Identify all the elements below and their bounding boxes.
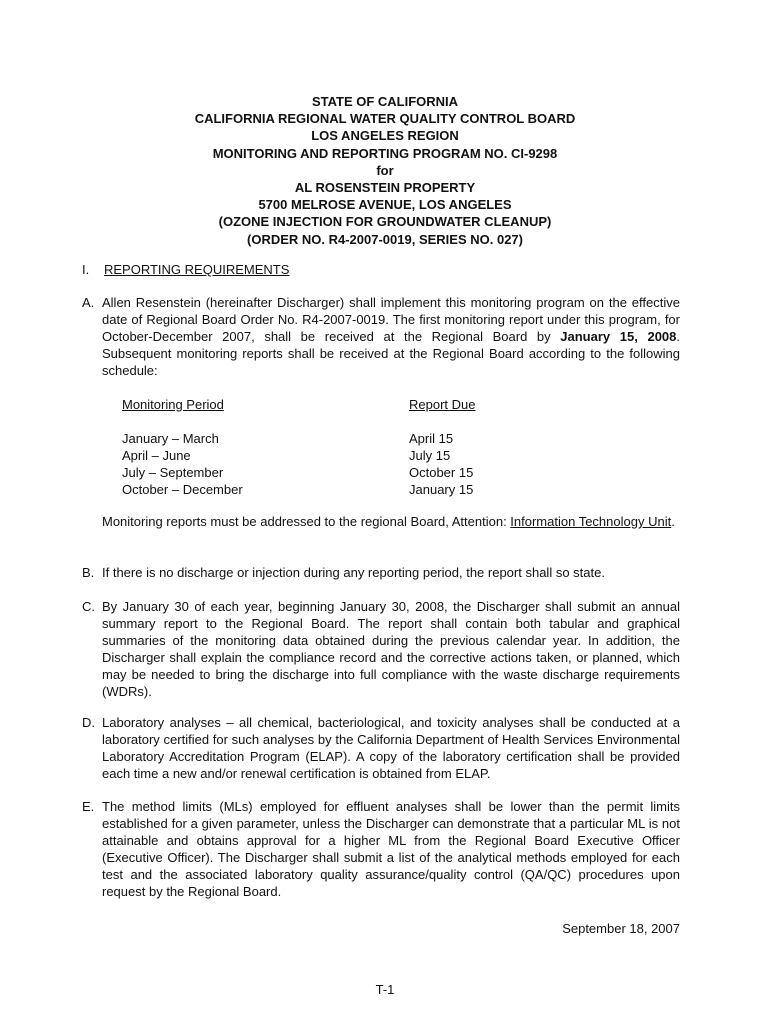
item-b-letter: B. <box>82 565 95 580</box>
schedule-header-row <box>122 396 522 413</box>
item-d-letter: D. <box>82 715 95 730</box>
header-line-property: AL ROSENSTEIN PROPERTY <box>294 180 476 196</box>
note-text: Monitoring reports must be addressed to the regional Board, Attention: <box>102 514 511 529</box>
document-date: September 18, 2007 <box>562 921 680 936</box>
header-line-for: for <box>376 162 394 178</box>
header-line-program: MONITORING AND REPORTING PROGRAM NO. CI-9298 <box>212 145 558 161</box>
item-c <box>82 598 680 700</box>
item-c-letter: C. <box>82 599 95 614</box>
item-a-due-date: January 15, 2008 <box>560 329 677 344</box>
schedule-header-period: Monitoring Period <box>122 397 224 412</box>
item-d <box>82 714 680 782</box>
item-a-text-2: . Subsequent monitoring reports shall be received at the Regional Board according to the following schedule: <box>102 329 681 378</box>
schedule-row <box>122 481 522 498</box>
header-line-address: 5700 MELROSE AVENUE, LOS ANGELES <box>258 197 512 213</box>
schedule-due: October 15 <box>409 465 474 480</box>
header-line-state: STATE OF CALIFORNIA <box>311 94 459 109</box>
schedule-period: October – December <box>122 482 243 497</box>
section-title: REPORTING REQUIREMENTS <box>104 262 290 277</box>
report-address-note <box>102 513 680 530</box>
item-e-text: The method limits (MLs) employed for effluent analyses shall be lower than the permit limits established for a given parameter, unless the Discharger can demonstrate that a particular ML is not attainable and obtains approval for a higher ML from the Regional Board Executive Officer (Executive Officer). The Discharger shall submit a list of the analytical methods employed for each test and the associated laboratory quality assurance/quality control (QA/QC) procedures upon request by the Regional Board. <box>102 799 680 899</box>
item-b <box>82 564 680 581</box>
schedule-header-due: Report Due <box>409 397 476 412</box>
page-number: T-1 <box>375 982 395 997</box>
item-a-text <box>102 294 680 379</box>
section-number: I. <box>82 262 90 277</box>
item-a <box>82 294 680 379</box>
note-attention-unit: Information Technology Unit <box>510 514 672 529</box>
note-end: . <box>671 514 675 529</box>
item-a-text-1: Allen Resenstein (hereinafter Discharger) shall implement this monitoring program on the effective date of Regional Board Order No. R4-2007-0019. The first monitoring report under this program, for October-December 2007, shall be received at the Regional Board by <box>102 295 680 344</box>
schedule-period: January – March <box>122 431 219 446</box>
header-line-board: CALIFORNIA REGIONAL WATER QUALITY CONTROL BOARD <box>194 111 576 127</box>
item-d-text: Laboratory analyses – all chemical, bacteriological, and toxicity analyses shall be conducted at a laboratory certified for such analyses by the California Department of Health Services Environmental Laboratory Accreditation Program (ELAP). A copy of the laboratory certification shall be provided each time a new and/or renewal certification is obtained from ELAP. <box>102 715 680 781</box>
schedule-due: April 15 <box>409 431 454 446</box>
item-a-letter: A. <box>82 295 95 310</box>
item-c-text: By January 30 of each year, beginning January 30, 2008, the Discharger shall submit an annual summary report to the Regional Board. The report shall contain both tabular and graphical summaries of the monitoring data obtained during the previous calendar year. In addition, the Discharger shall explain the compliance record and the corrective actions taken, or planned, which may be needed to bring the discharge into full compliance with the waste discharge requirements (WDRs). <box>102 599 680 699</box>
schedule-period: April – June <box>122 448 191 463</box>
item-e-letter: E. <box>82 799 95 814</box>
item-b-text: If there is no discharge or injection during any reporting period, the report shall so state. <box>102 565 605 580</box>
item-e <box>82 798 680 900</box>
header-line-order: (ORDER NO. R4-2007-0019, SERIES NO. 027) <box>247 231 523 247</box>
schedule-row <box>122 430 522 447</box>
header-line-region: LOS ANGELES REGION <box>311 128 459 144</box>
header-line-purpose: (OZONE INJECTION FOR GROUNDWATER CLEANUP) <box>218 214 552 230</box>
schedule-due: January 15 <box>409 482 474 497</box>
section-heading <box>82 261 289 278</box>
schedule-period: July – September <box>122 465 224 480</box>
document-header <box>0 93 770 248</box>
schedule-row <box>122 464 522 481</box>
schedule-table <box>122 396 522 498</box>
schedule-due: July 15 <box>409 448 451 463</box>
schedule-row <box>122 447 522 464</box>
